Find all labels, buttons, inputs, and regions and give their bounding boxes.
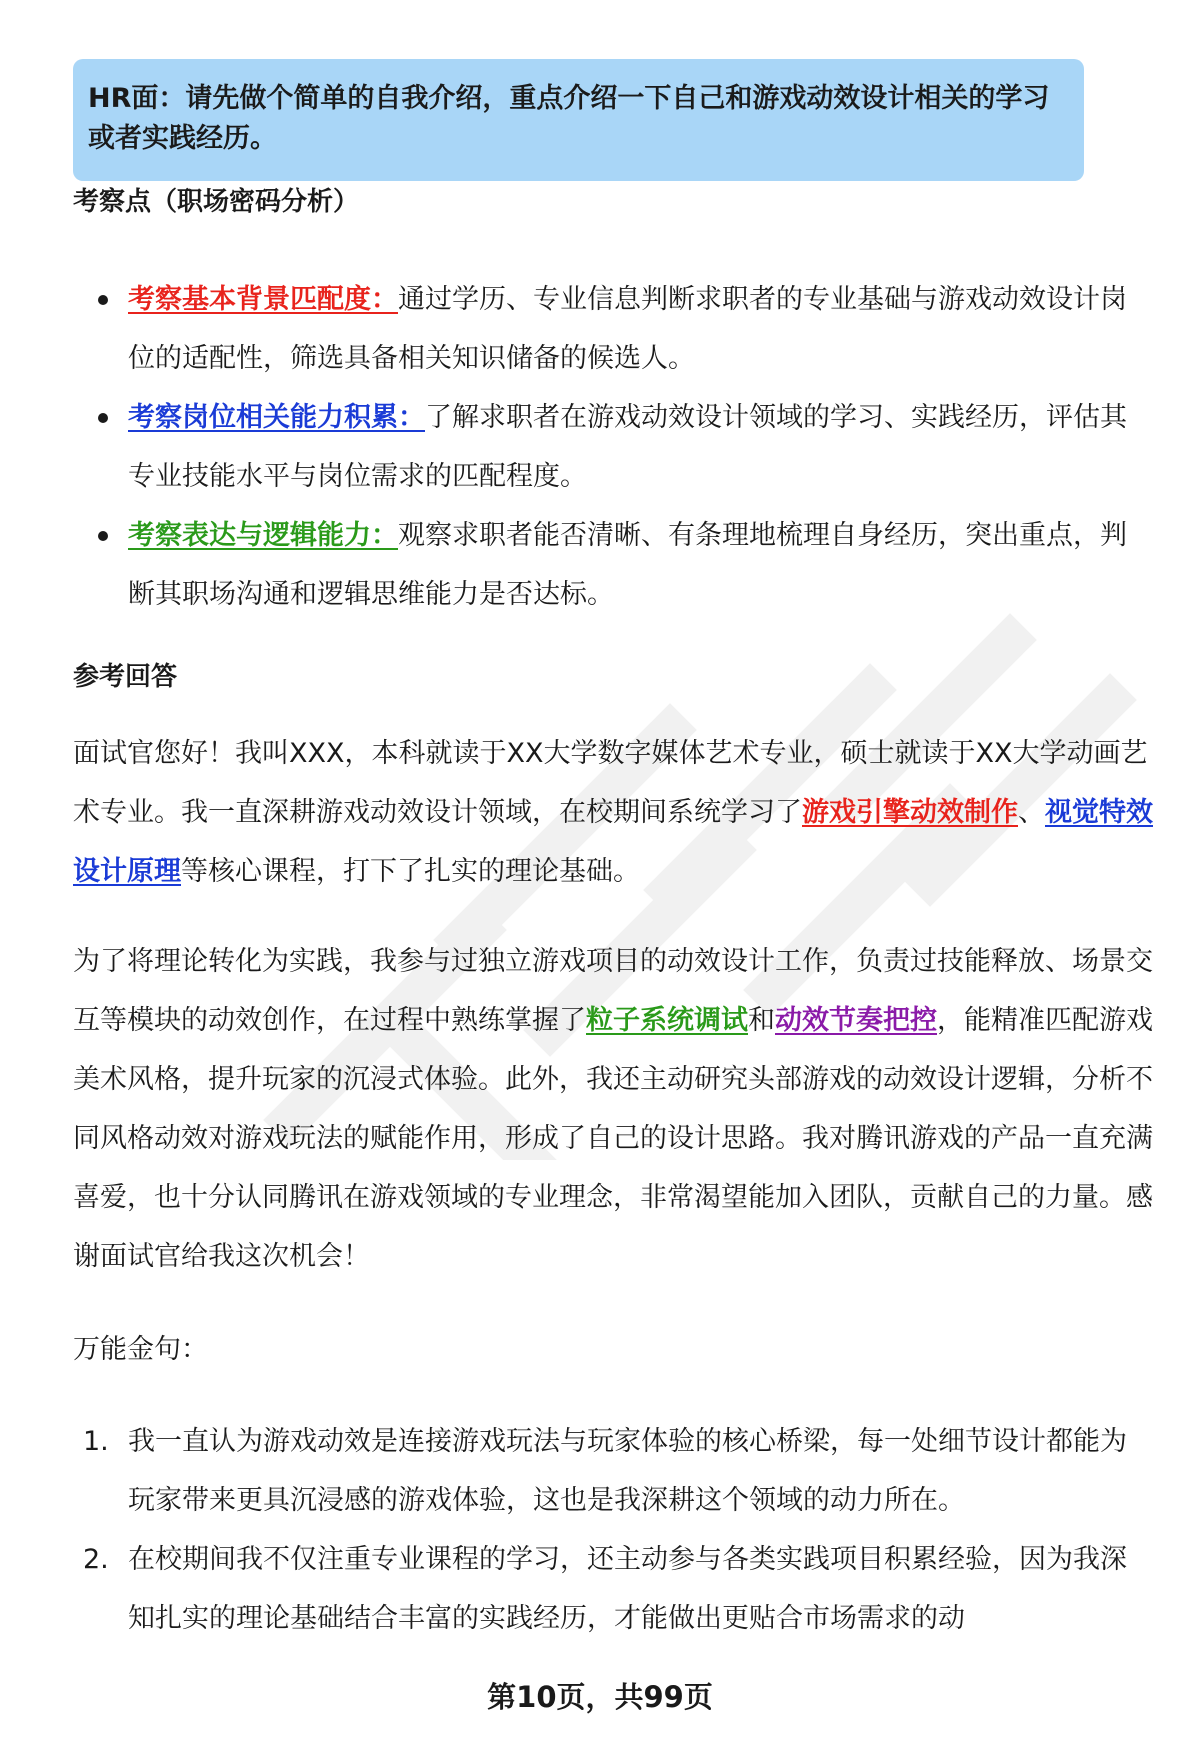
bullet-dot (98, 531, 108, 541)
answer-text: 等核心课程，打下了扎实的理论基础。 (181, 856, 640, 887)
list-item (73, 270, 1153, 388)
highlight-keyword: 动效节奏把控 (775, 1005, 937, 1036)
list-number: 2. (83, 1544, 109, 1575)
answer-text: 面试官您好！我叫XXX，本科就读于XX大学数字媒体艺术专业，硕士就读于XX大学动画艺术专业。我一直深耕游戏动效设计领域，在校期间系统学习了 (73, 738, 1148, 828)
exam-text: 观察求职者能否清晰、有条理地梳理自身经历，突出重点，判断其职场沟通和逻辑思维能力是否达标。 (128, 520, 1127, 610)
list-item (73, 388, 1153, 506)
page-number-footer: 第10页，共99页 (487, 1680, 713, 1714)
exam-keyword-background: 考察基本背景匹配度： (128, 284, 398, 315)
list-item (73, 506, 1153, 624)
list-item (73, 1530, 1153, 1648)
bullet-dot (98, 295, 108, 305)
exam-keyword-expression: 考察表达与逻辑能力： (128, 520, 398, 551)
section-title-exam: 考察点（职场密码分析） (73, 187, 360, 217)
exam-text: 通过学历、专业信息判断求职者的专业基础与游戏动效设计岗位的适配性，筛选具备相关知识储备的候选人。 (128, 284, 1127, 374)
answer-text: ，能精准匹配游戏美术风格，提升玩家的沉浸式体验。此外，我还主动研究头部游戏的动效设计逻辑，分析不同风格动效对游戏玩法的赋能作用，形成了自己的设计思路。我对腾讯游戏的产品一直充满喜爱，也十分认同腾讯在游戏领域的专业理念，非常渴望能加入团队，贡献自己的力量。感谢面试官给我这次机会！ (73, 1005, 1153, 1272)
answer-paragraph-2 (73, 932, 1153, 1286)
hr-question-box (73, 59, 1084, 181)
exam-text: 了解求职者在游戏动效设计领域的学习、实践经历，评估其专业技能水平与岗位需求的匹配程度。 (128, 402, 1127, 492)
answer-text: 为了将理论转化为实践，我参与过独立游戏项目的动效设计工作，负责过技能释放、场景交互等模块的动效创作，在过程中熟练掌握了 (73, 946, 1153, 1036)
highlight-keyword: 粒子系统调试 (586, 1005, 748, 1036)
golden-text: 我一直认为游戏动效是连接游戏玩法与玩家体验的核心桥梁，每一处细节设计都能为玩家带来更具沉浸感的游戏体验，这也是我深耕这个领域的动力所在。 (128, 1426, 1127, 1516)
list-number: 1. (83, 1426, 109, 1457)
list-item (73, 1412, 1153, 1530)
separator-text: 、 (1018, 797, 1045, 828)
golden-title: 万能金句： (73, 1334, 208, 1365)
exam-keyword-ability: 考察岗位相关能力积累： (128, 402, 425, 433)
highlight-keyword: 视觉特效设计原理 (73, 797, 1153, 887)
golden-text: 在校期间我不仅注重专业课程的学习，还主动参与各类实践项目积累经验，因为我深知扎实的理论基础结合丰富的实践经历，才能做出更贴合市场需求的动 (128, 1544, 1127, 1634)
hr-question-text: HR面：请先做个简单的自我介绍，重点介绍一下自己和游戏动效设计相关的学习或者实践经历。 (88, 83, 1050, 154)
bullet-dot (98, 413, 108, 423)
answer-paragraph-1 (73, 724, 1153, 901)
exam-point-list (73, 270, 1153, 624)
golden-sentence-list (73, 1412, 1153, 1648)
section-title-answer: 参考回答 (73, 662, 178, 692)
separator-text: 和 (748, 1005, 775, 1036)
highlight-keyword: 游戏引擎动效制作 (802, 797, 1018, 828)
